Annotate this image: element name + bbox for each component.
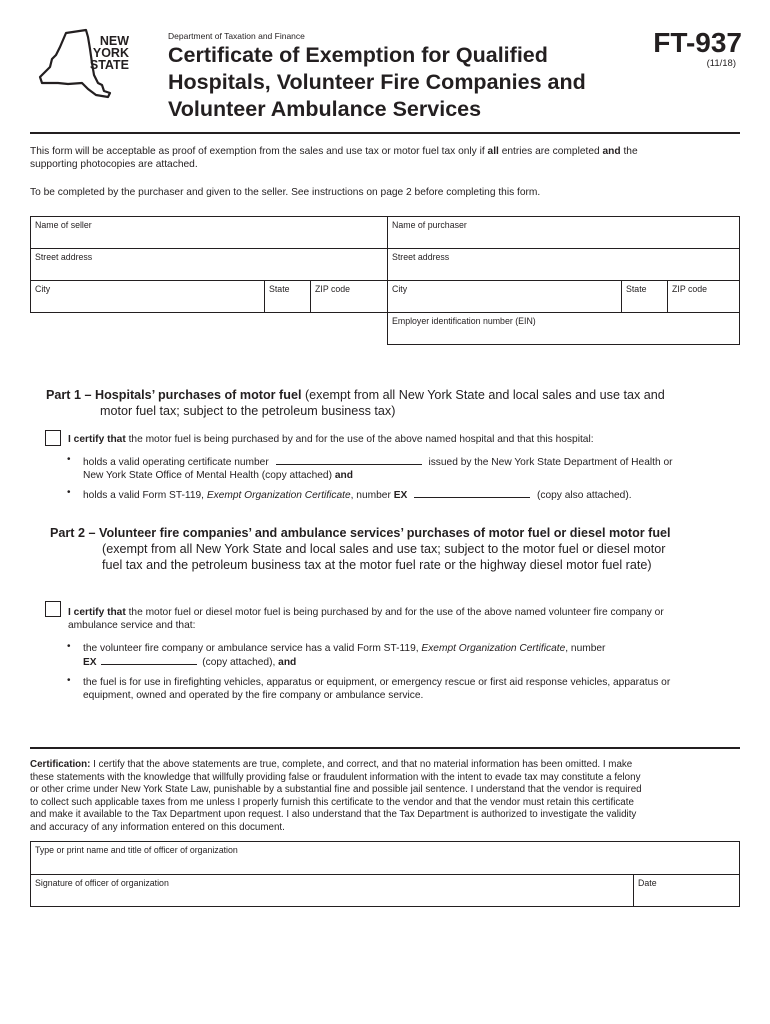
intro-text-e: the: [620, 146, 638, 157]
seller-street-field[interactable]: [31, 249, 388, 281]
part1-certify: [68, 433, 594, 446]
part2-ex-number-blank[interactable]: [101, 655, 197, 665]
part2-certify-text: the motor fuel or diesel motor fuel is being purchased by and for the use of the above named volunteer fire company or: [125, 607, 664, 618]
instructions-text: To be completed by the purchaser and given to the seller. See instructions on page 2 before completing this form.: [30, 187, 541, 198]
purchaser-city-label: City: [392, 284, 408, 294]
purchaser-name-label: Name of purchaser: [392, 220, 467, 230]
part1-certify-bold: I certify that: [68, 434, 126, 445]
date-field[interactable]: [634, 875, 740, 907]
certification-label: Certification:: [30, 759, 91, 770]
title-line-3: Volunteer Ambulance Services: [168, 97, 482, 121]
part2-bullet2-line1: the fuel is for use in firefighting vehicles, apparatus or equipment, or emergency rescue or first aid response vehicles, apparatus or: [83, 677, 671, 688]
intro-text: [30, 145, 740, 171]
seller-city-label: City: [35, 284, 51, 294]
seller-state-label: State: [269, 284, 290, 294]
intro-text-line2: supporting photocopies are attached.: [30, 159, 198, 170]
part2-bullet1: [83, 642, 733, 669]
logo-text-new: NEW: [99, 34, 129, 48]
purchaser-street-field[interactable]: [388, 249, 740, 281]
part1-bullet2-text: holds a valid Form ST-119,: [83, 490, 207, 501]
certification-line-1: I certify that the above statements are true, complete, and correct, and that no material information has been omitted. I make: [90, 759, 633, 770]
seller-city-field[interactable]: [31, 281, 265, 313]
part1-bullet2-italic: Exempt Organization Certificate: [206, 490, 351, 501]
part2-bullet1-copy: (copy attached),: [199, 657, 279, 668]
part1-bullet2-ex: EX: [393, 490, 408, 501]
certification-line-6: and accuracy of any information entered on this document.: [30, 821, 285, 833]
seller-purchaser-grid: [30, 216, 740, 345]
part2-bullet1-number: , number: [565, 643, 606, 654]
purchaser-state-label: State: [626, 284, 647, 294]
certification-line-5: and make it available to the Tax Department upon request. I also understand that the Tax Department is authorized to investigate the validity: [30, 809, 637, 821]
nys-logo: [28, 27, 138, 107]
part1-bullet1-line2: New York State Office of Mental Health (copy attached): [83, 470, 335, 481]
intro-emph-and: and: [602, 146, 621, 157]
intro-text-a: This form will be acceptable as proof of exemption from the sales and use tax or motor fuel tax only if: [30, 146, 488, 157]
logo-text-state: STATE: [89, 58, 129, 72]
certification-line-3: or other crime under New York State Law, punishable by a substantial fine and possible jail sentence. I understand that the vendor is required: [30, 784, 642, 796]
signature-grid: [30, 841, 740, 907]
seller-zip-field[interactable]: [311, 281, 388, 313]
title-line-1: Certificate of Exemption for Qualified: [168, 43, 548, 67]
form-number: FT-937: [653, 27, 742, 58]
part1-heading-line2: motor fuel tax; subject to the petroleum business tax): [100, 404, 396, 418]
certification-divider: [30, 747, 740, 749]
part1-heading-bold: Part 1 – Hospitals’ purchases of motor fuel: [46, 388, 302, 402]
part2-heading-line3: fuel tax and the petroleum business tax at the motor fuel rate or the highway diesel motor fuel rate): [102, 558, 652, 572]
empty-cell: [31, 313, 388, 345]
part2-certify: [68, 606, 738, 632]
part1-checkbox[interactable]: [45, 430, 61, 446]
purchaser-state-field[interactable]: [622, 281, 668, 313]
logo-text-york: YORK: [92, 46, 129, 60]
bullet-icon: •: [67, 454, 71, 465]
date-label: Date: [638, 878, 657, 888]
ein-field[interactable]: [388, 313, 740, 345]
part1-bullet1: [83, 455, 733, 482]
part1-bullet2-copy: (copy also attached).: [536, 490, 632, 501]
bullet-icon: •: [67, 675, 71, 686]
part2-certify-line2: ambulance service and that:: [68, 620, 196, 631]
header-divider: [30, 132, 740, 134]
part1-bullet2-number: , number: [350, 490, 394, 501]
intro-emph-all: all: [487, 146, 499, 157]
part2-bullet1-ex: EX: [83, 657, 97, 668]
certification-line-2: these statements with the knowledge that willfully providing false or fraudulent information with the intent to evade tax may constitute a felony: [30, 771, 641, 783]
bullet-icon: •: [67, 641, 71, 652]
part1-bullet2: [83, 488, 733, 502]
part2-heading-line2: (exempt from all New York State and local sales and use tax; subject to the motor fuel or diesel motor: [102, 542, 666, 556]
part1-bullet1-text: holds a valid operating certificate number: [83, 457, 269, 468]
part2-heading: [50, 525, 750, 573]
part1-bullet1-and: and: [334, 470, 353, 481]
purchaser-name-field[interactable]: [388, 217, 740, 249]
operating-certificate-number-blank[interactable]: [276, 455, 422, 465]
officer-name-label: Type or print name and title of officer of organization: [35, 845, 238, 855]
seller-state-field[interactable]: [265, 281, 311, 313]
part2-bullet1-italic: Exempt Organization Certificate: [421, 643, 566, 654]
part1-certify-text: the motor fuel is being purchased by and for the use of the above named hospital and that this hospital:: [125, 434, 594, 445]
part2-checkbox[interactable]: [45, 601, 61, 617]
certification-line-4: to collect such applicable taxes from me unless I properly furnish this certificate to the vendor and that the vendor must retain this certificate: [30, 796, 634, 808]
part2-certify-bold: I certify that: [68, 607, 126, 618]
part2-bullet2: [83, 676, 743, 702]
signature-label: Signature of officer of organization: [35, 878, 169, 888]
purchaser-zip-label: ZIP code: [672, 284, 708, 294]
ein-label: Employer identification number (EIN): [392, 316, 536, 326]
department-name: Department of Taxation and Finance: [168, 31, 305, 41]
purchaser-city-field[interactable]: [388, 281, 622, 313]
seller-name-field[interactable]: [31, 217, 388, 249]
certification-statement: [30, 759, 742, 835]
form-revision: (11/18): [706, 58, 736, 69]
intro-text-c: entries are completed: [498, 146, 603, 157]
seller-zip-label: ZIP code: [315, 284, 351, 294]
seller-street-label: Street address: [35, 252, 93, 262]
bullet-icon: •: [67, 487, 71, 498]
part2-bullet1-and: and: [278, 657, 297, 668]
part2-bullet2-line2: equipment, owned and operated by the fire company or ambulance service.: [83, 690, 424, 701]
seller-name-label: Name of seller: [35, 220, 92, 230]
purchaser-zip-field[interactable]: [668, 281, 740, 313]
part1-ex-number-blank[interactable]: [414, 488, 530, 498]
part2-bullet1-text: the volunteer fire company or ambulance service has a valid Form ST-119,: [83, 643, 422, 654]
form-title: [168, 42, 628, 123]
part2-heading-bold: Part 2 – Volunteer fire companies’ and ambulance services’ purchases of motor fuel or diesel motor fuel: [50, 526, 671, 540]
title-line-2: Hospitals, Volunteer Fire Companies and: [168, 70, 586, 94]
officer-name-field[interactable]: [31, 842, 740, 875]
part1-heading: [46, 387, 736, 419]
part1-bullet1-issued: issued by the New York State Department of Health or: [428, 457, 673, 468]
signature-field[interactable]: [31, 875, 634, 907]
purchaser-street-label: Street address: [392, 252, 450, 262]
part1-heading-rest: (exempt from all New York State and local sales and use tax and: [301, 388, 665, 402]
